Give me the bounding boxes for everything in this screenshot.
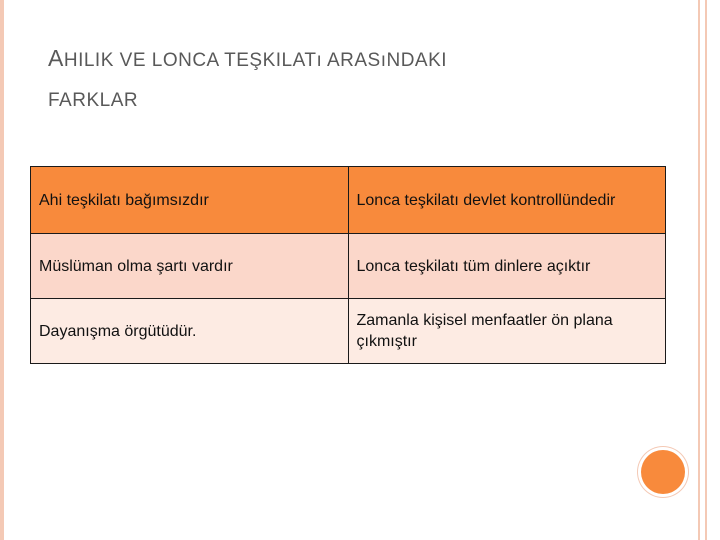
table-cell-left: Ahi teşkilatı bağımsızdır (31, 167, 349, 234)
table-cell-left: Dayanışma örgütüdür. (31, 299, 349, 364)
right-frame-line-inner (705, 0, 707, 540)
table-row (31, 299, 666, 364)
slide-title (48, 38, 648, 121)
title-line2: FARKLAR (48, 90, 139, 111)
right-frame-line-outer (698, 0, 700, 540)
table-cell-right: Zamanla kişisel menfaatler ön plana çıkmıştır (348, 299, 666, 364)
table-cell-right: Lonca teşkilatı devlet kontrollündedir (348, 167, 666, 234)
table-cell-left: Müslüman olma şartı vardır (31, 234, 349, 299)
title-line1: HILIK VE LONCA TEŞKILATı ARASıNDAKI (63, 50, 448, 71)
table-row (31, 234, 666, 299)
table-row (31, 167, 666, 234)
decorative-circle (641, 450, 685, 494)
table-cell-right: Lonca teşkilatı tüm dinlere açıktır (348, 234, 666, 299)
title-first-letter: A (48, 45, 64, 71)
comparison-table (30, 166, 666, 364)
left-frame-bar (0, 0, 4, 540)
